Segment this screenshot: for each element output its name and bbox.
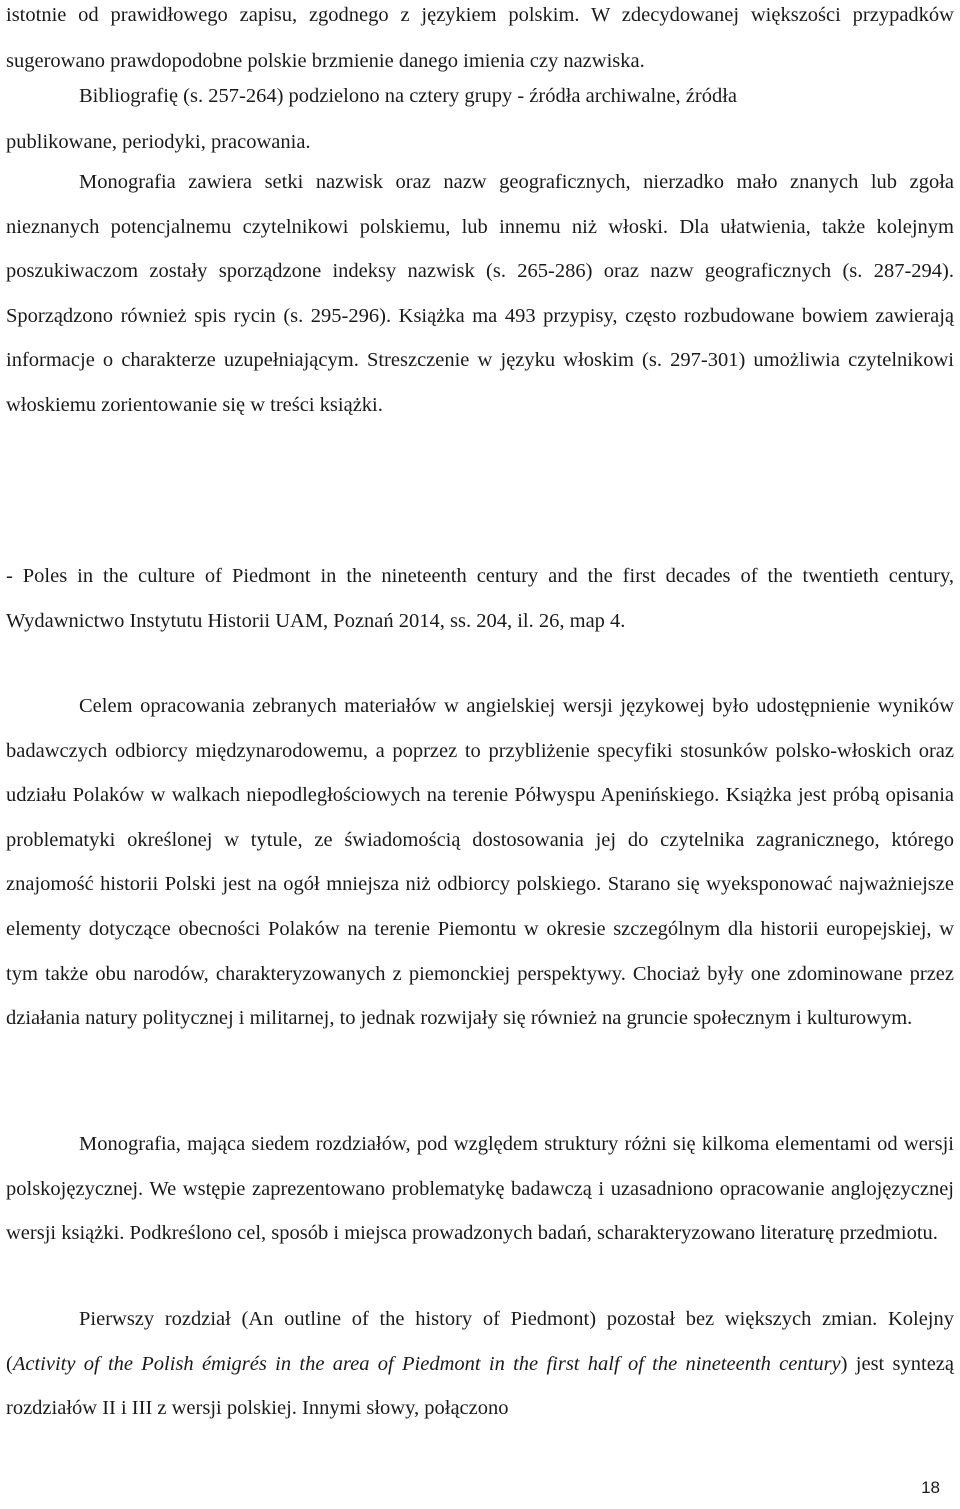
paragraph-transliteration: istotnie od prawidłowego zapisu, zgodnego z językiem polskim. W zdecydowanej większości przypadków sugerowano prawdopodobne polskie brzmienie danego imienia czy nazwiska. — [6, 4, 954, 72]
paragraph-bibliography — [6, 73, 954, 165]
chapters-text-start: Pierwszy rozdział (An outline of the history of Piedmont) pozostał bez większych zmian. Kolejny ( — [6, 1308, 954, 1375]
page-number: 18 — [921, 1478, 940, 1497]
paragraph-monograph-structure: Monografia, mająca siedem rozdziałów, pod względem struktury różni się kilkoma elementami od wersji polskojęzycznej. We wstępie zaprezentowano problematykę badawczą i uzasadniono opracowanie anglojęzycznej wersji książki. Podkreślono cel, sposób i miejsca prowadzonych badań, scharakteryzowano literaturę przedmiotu. — [6, 1133, 954, 1245]
chapters-text-end: ) jest syntezą rozdziałów II i III z wersji polskiej. Innymi słowy, połączono — [6, 1352, 954, 1420]
paragraph-book-title: - Poles in the culture of Piedmont in the nineteenth century and the first decades of the twentieth century, Wydawnictwo Instytutu Historii UAM, Poznań 2014, ss. 204, il. 26, map 4. — [6, 565, 954, 632]
paragraph-monograph-indexes: Monografia zawiera setki nazwisk oraz nazw geograficznych, nierzadko mało znanych lub zgoła nieznanych potencjalnemu czytelnikowi polskiemu, lub innemu niż włoski. Dla ułatwienia, także kolejnym poszukiwaczom zostały sporządzone indeksy nazwisk (s. 265-286) oraz nazw geograficznych (s. 287-294). Sporządzono również spis rycin (s. 295-296). Książka ma 493 przypisy, często rozbudowane bowiem zawierają informacje o charakterze uzupełniającym. Streszczenie w języku włoskim (s. 297-301) umożliwia czytelnikowi włoskiemu zorientowanie się w treści książki. — [6, 171, 954, 416]
paragraph-chapters — [6, 1297, 954, 1431]
paragraph-purpose: Celem opracowania zebranych materiałów w angielskiej wersji językowej było udostępnienie wyników badawczych odbiorcy międzynarodowemu, a poprzez to przybliżenie specyfiki stosunków polsko-włoskich oraz udziału Polaków w walkach niepodległościowych na terenie Półwyspu Apenińskiego. Książka jest próbą opisania problematyki określonej w tytule, ze świadomością dostosowania jej do czytelnika zagranicznego, którego znajomość historii Polski jest na ogół mniejsza niż odbiorcy polskiego. Starano się wyeksponować najważniejsze elementy dotyczące obecności Polaków na terenie Piemontu w okresie szczególnym dla historii europejskiej, w tym także obu narodów, charakteryzowanych z piemonckiej perspektywy. Chociaż były one zdominowane przez działania natury politycznej i militarnej, to jednak rozwijały się również na gruncie społecznym i kulturowym. — [6, 695, 954, 1030]
bibliography-line-1: Bibliografię (s. 257-264) podzielono na cztery grupy - źródła archiwalne, źródła — [79, 85, 738, 107]
chapter-title-italic: Activity of the Polish émigrés in the area of Piedmont in the first half of the nineteenth century — [12, 1352, 841, 1375]
bibliography-line-2: publikowane, periodyki, pracowania. — [6, 131, 311, 153]
